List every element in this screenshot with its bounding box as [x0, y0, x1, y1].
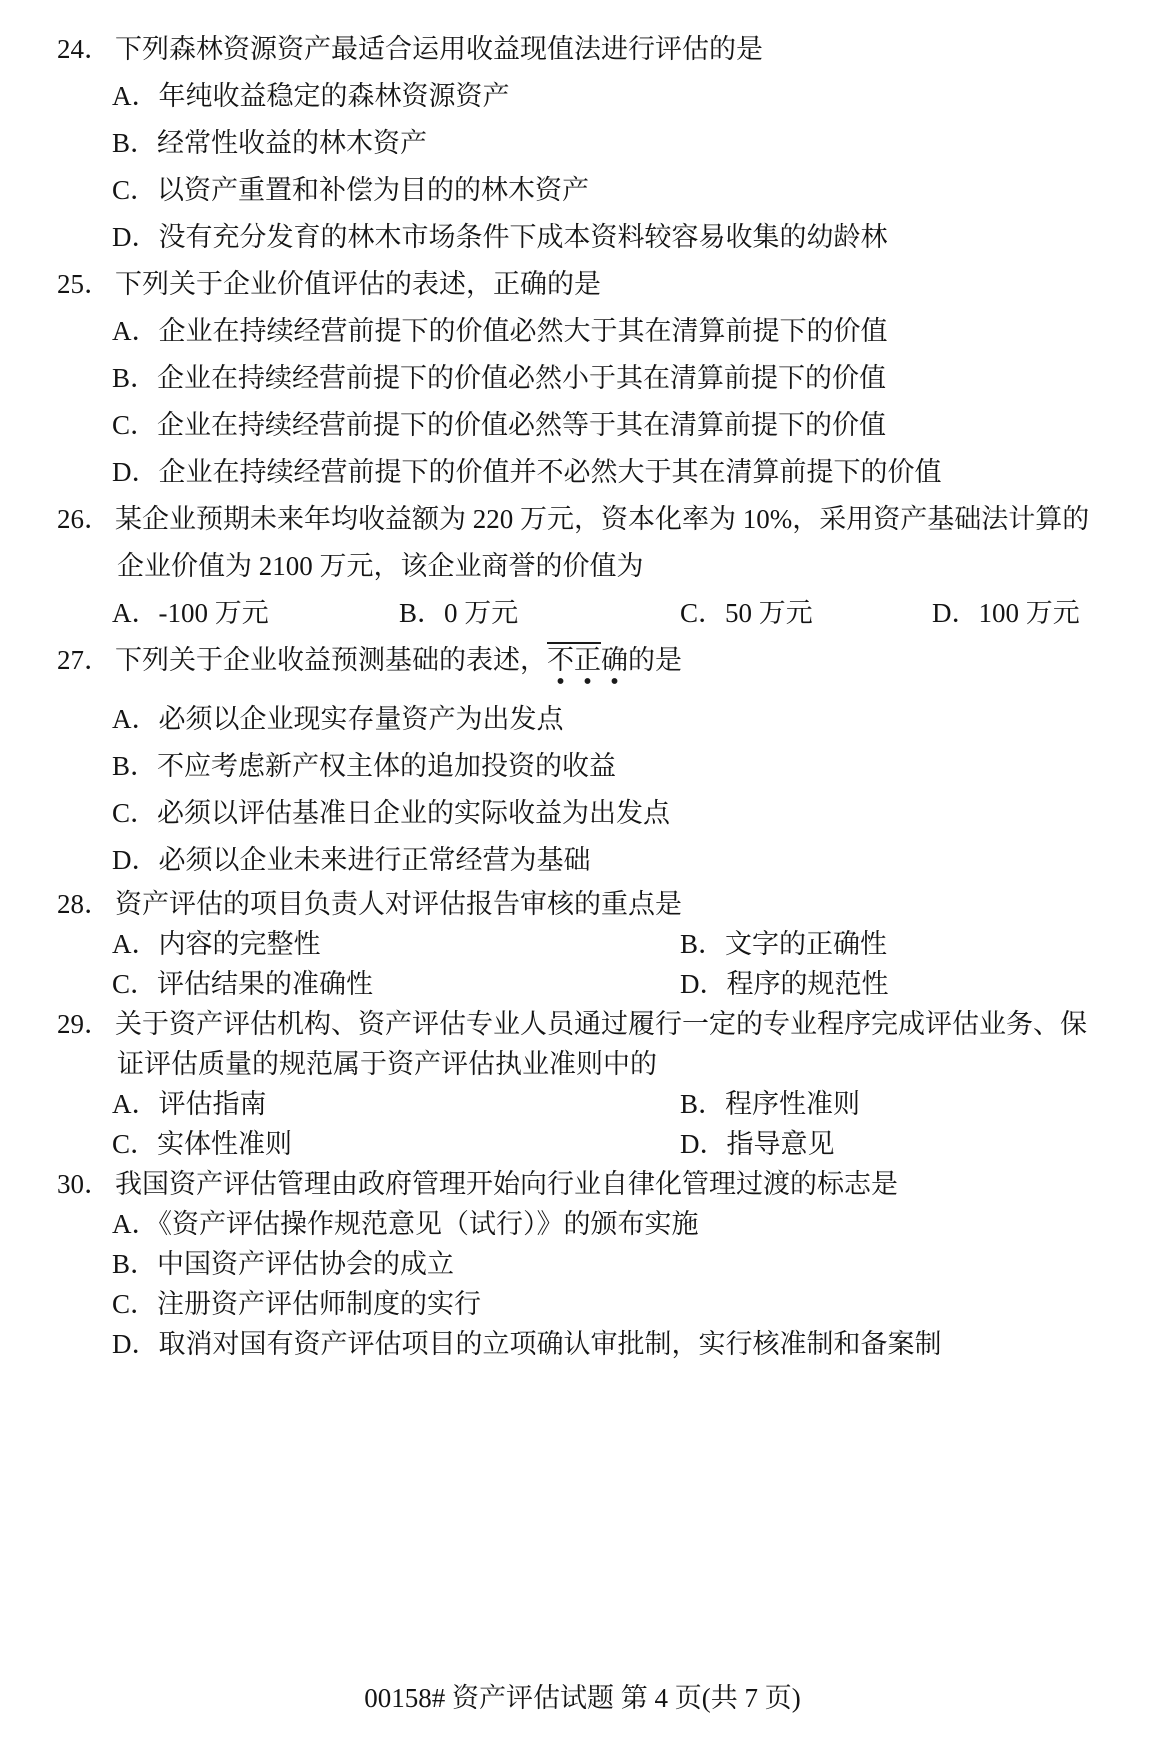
option-row	[0, 1244, 1165, 1284]
question-26-stem-row-2	[0, 543, 1165, 590]
question-25-stem-row	[0, 261, 1165, 308]
option-text: 取消对国有资产评估项目的立项确认审批制，实行核准制和备案制	[158, 1329, 942, 1359]
option-text: 指导意见	[726, 1129, 835, 1159]
option-text: 以资产重置和补偿为目的的林木资产	[157, 175, 590, 205]
option-row-two-col	[0, 964, 1165, 1004]
option-label: C．	[112, 798, 158, 828]
option-label: D．	[680, 1129, 727, 1159]
option-row	[0, 355, 1165, 402]
option-cell	[399, 590, 680, 637]
question-stem-emphasized: 确	[601, 645, 628, 685]
option-cell	[680, 964, 1165, 1004]
option-text: 不应考虑新产权主体的追加投资的收益	[157, 751, 617, 781]
option-text: 企业在持续经营前提下的价值必然大于其在清算前提下的价值	[158, 316, 888, 346]
question-number: 24．	[57, 34, 111, 64]
option-row	[0, 743, 1165, 790]
question-stem-emphasized: 不正	[547, 642, 601, 685]
question-stem: 下列森林资源资产最适合运用收益现值法进行评估的是	[115, 34, 763, 64]
question-number: 29．	[57, 1009, 111, 1039]
question-28-stem-row	[0, 884, 1165, 924]
option-label: C．	[112, 410, 158, 440]
question-number: 30．	[57, 1169, 111, 1199]
question-stem-line-1: 关于资产评估机构、资产评估专业人员通过履行一定的专业程序完成评估业务、保	[115, 1009, 1087, 1039]
question-stem-line-2: 企业价值为 2100 万元，该企业商誉的价值为	[117, 551, 644, 581]
option-text: 年纯收益稳定的森林资源资产	[158, 81, 510, 111]
option-row	[0, 1324, 1165, 1364]
option-label: A．	[112, 1209, 159, 1239]
option-label: D．	[112, 1329, 159, 1359]
option-row	[0, 120, 1165, 167]
question-stem: 下列关于企业收益预测基础的表述，	[115, 645, 547, 675]
option-text: 程序的规范性	[726, 969, 889, 999]
option-row	[0, 837, 1165, 884]
option-row	[0, 402, 1165, 449]
option-cell	[680, 1084, 1165, 1124]
option-text: 必须以评估基准日企业的实际收益为出发点	[157, 798, 671, 828]
option-cell	[112, 964, 680, 1004]
option-row	[0, 696, 1165, 743]
question-30-stem-row	[0, 1164, 1165, 1204]
option-label: B．	[399, 598, 445, 628]
option-text: 50 万元	[725, 598, 813, 628]
spacer	[0, 684, 1165, 696]
option-text: 评估结果的准确性	[157, 969, 374, 999]
option-text: 注册资产评估师制度的实行	[157, 1289, 482, 1319]
option-cell	[680, 1124, 1165, 1164]
option-label: A．	[112, 929, 159, 959]
question-27-stem-row	[0, 637, 1165, 684]
option-cell	[680, 924, 1165, 964]
option-label: C．	[112, 969, 158, 999]
question-stem: 的是	[628, 645, 682, 675]
option-label: D．	[680, 969, 727, 999]
option-cell	[112, 590, 399, 637]
question-stem-line-2: 证评估质量的规范属于资产评估执业准则中的	[117, 1049, 657, 1079]
option-label: C．	[112, 1289, 158, 1319]
option-text: -100 万元	[158, 598, 269, 628]
option-text: 《资产评估操作规范意见（试行）》的颁布实施	[158, 1209, 699, 1239]
option-row	[0, 73, 1165, 120]
option-label: C．	[112, 1129, 158, 1159]
option-cell	[112, 924, 680, 964]
question-number: 28．	[57, 889, 111, 919]
option-cell	[680, 590, 932, 637]
option-label: B．	[112, 1249, 158, 1279]
question-24-stem-row	[0, 26, 1165, 73]
question-stem: 我国资产评估管理由政府管理开始向行业自律化管理过渡的标志是	[115, 1169, 898, 1199]
option-row-two-col	[0, 1124, 1165, 1164]
option-label: B．	[112, 363, 158, 393]
option-text: 没有充分发育的林木市场条件下成本资料较容易收集的幼龄林	[158, 222, 888, 252]
option-text: 必须以企业未来进行正常经营为基础	[158, 845, 591, 875]
option-label: C．	[112, 175, 158, 205]
option-text: 文字的正确性	[725, 929, 888, 959]
question-26-stem-row	[0, 496, 1165, 543]
page-footer: 00158# 资产评估试题 第 4 页(共 7 页)	[364, 1683, 801, 1713]
option-text: 实体性准则	[157, 1129, 293, 1159]
option-label: A．	[112, 1089, 159, 1119]
option-row	[0, 790, 1165, 837]
option-label: A．	[112, 316, 159, 346]
question-number: 27．	[57, 645, 111, 675]
option-row	[0, 308, 1165, 355]
option-label: D．	[112, 222, 159, 252]
option-text: 内容的完整性	[158, 929, 321, 959]
option-text: 0 万元	[444, 598, 519, 628]
option-label: A．	[112, 704, 159, 734]
question-number: 26．	[57, 504, 111, 534]
question-stem: 下列关于企业价值评估的表述，正确的是	[115, 269, 601, 299]
option-text: 企业在持续经营前提下的价值必然等于其在清算前提下的价值	[157, 410, 887, 440]
option-row	[0, 167, 1165, 214]
option-cell	[112, 1084, 680, 1124]
option-label: B．	[112, 751, 158, 781]
option-text: 企业在持续经营前提下的价值并不必然大于其在清算前提下的价值	[158, 457, 942, 487]
question-29-stem-row-2	[0, 1044, 1165, 1084]
option-text: 100 万元	[978, 598, 1080, 628]
option-row-inline	[0, 590, 1165, 637]
option-row-two-col	[0, 924, 1165, 964]
option-cell	[932, 590, 1165, 637]
option-row	[0, 214, 1165, 261]
option-row	[0, 1284, 1165, 1324]
option-text: 必须以企业现实存量资产为出发点	[158, 704, 564, 734]
option-label: D．	[112, 457, 159, 487]
question-stem-line-1: 某企业预期未来年均收益额为 220 万元，资本化率为 10%，采用资产基础法计算的	[115, 504, 1090, 534]
option-label: B．	[680, 1089, 726, 1119]
option-label: D．	[112, 845, 159, 875]
option-label: B．	[680, 929, 726, 959]
option-text: 程序性准则	[725, 1089, 861, 1119]
option-label: D．	[932, 598, 979, 628]
question-stem: 资产评估的项目负责人对评估报告审核的重点是	[115, 889, 682, 919]
option-text: 中国资产评估协会的成立	[157, 1249, 455, 1279]
option-text: 经常性收益的林木资产	[157, 128, 428, 158]
option-text: 评估指南	[158, 1089, 267, 1119]
option-row-two-col	[0, 1084, 1165, 1124]
option-cell	[112, 1124, 680, 1164]
option-label: A．	[112, 598, 159, 628]
option-label: B．	[112, 128, 158, 158]
option-row	[0, 1204, 1165, 1244]
option-label: C．	[680, 598, 726, 628]
question-number: 25．	[57, 269, 111, 299]
option-label: A．	[112, 81, 159, 111]
option-row	[0, 449, 1165, 496]
question-29-stem-row	[0, 1004, 1165, 1044]
option-text: 企业在持续经营前提下的价值必然小于其在清算前提下的价值	[157, 363, 887, 393]
